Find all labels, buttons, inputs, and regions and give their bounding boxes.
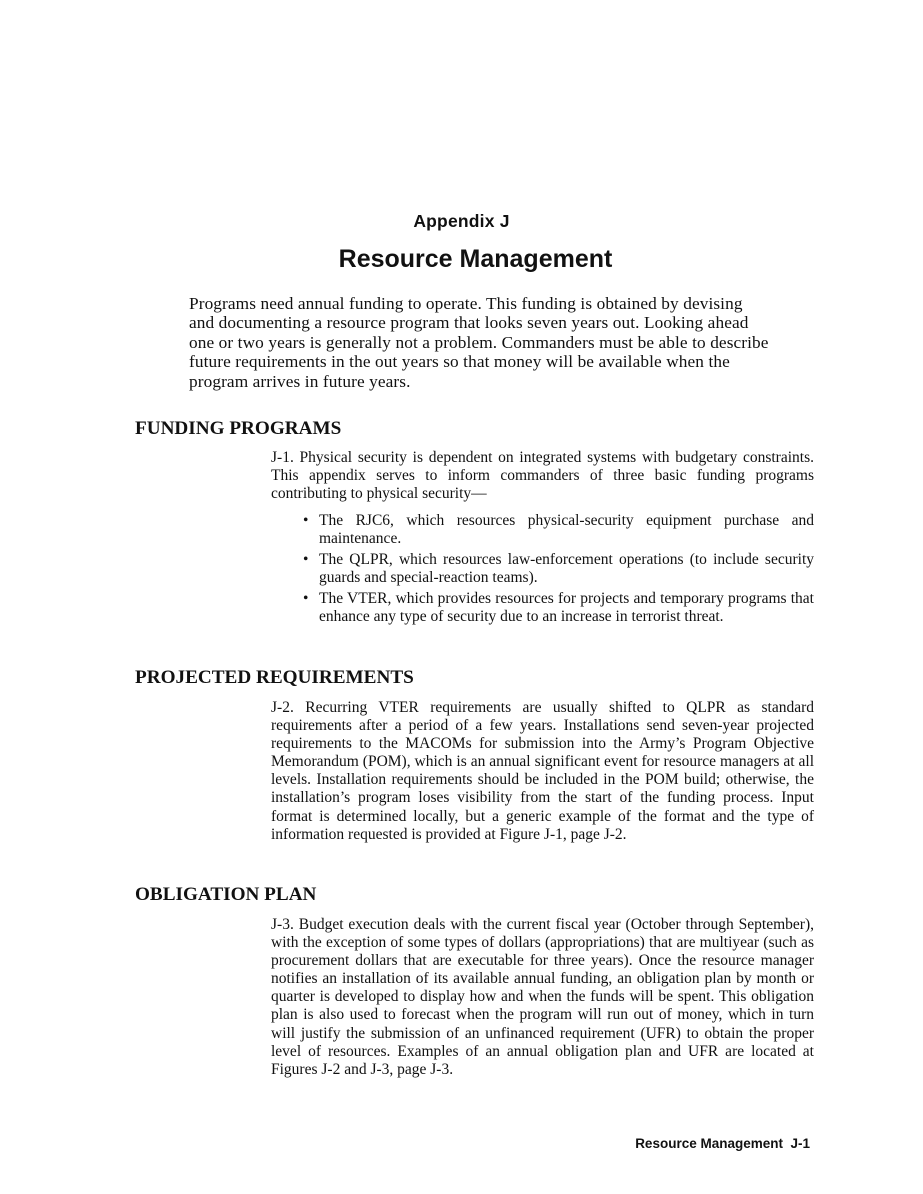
list-item — [303, 590, 814, 626]
paragraph-j-3: J-3. Budget execution deals with the current fiscal year (October through September), with the exception of some types of dollars (appropriations) that are multiyear (such as procurement dollars that are executable for three years). Once the resource manager notifies an installation of its available annual funding, an obligation plan by month or quarter is developed to display how and when the funds will be spent. This obligation plan is also used to forecast when the program will run out of money, which in turn will justify the submission of an unfinanced requirement (UFR) to obtain the proper level of resources. Examples of an annual obligation plan and UFR are located at Figures J-2 and J-3, page J-3. — [271, 916, 814, 1078]
section-heading-obligation-plan: OBLIGATION PLAN — [135, 884, 317, 905]
list-item-text: The VTER, which provides resources for projects and temporary programs that enhance any type of security due to an increase in terrorist threat. — [319, 590, 814, 626]
list-item-text: The RJC6, which resources physical-security equipment purchase and maintenance. — [319, 512, 814, 548]
appendix-label: Appendix J — [413, 211, 510, 231]
page-footer: Resource Management J-1 — [635, 1136, 810, 1151]
list-item — [303, 512, 814, 548]
paragraph-j-1: J-1. Physical security is dependent on integrated systems with budgetary constraints. This appendix serves to inform commanders of three basic funding programs contributing to physical security— — [271, 449, 814, 503]
list-item-text: The QLPR, which resources law-enforcement operations (to include security guards and special-reaction teams). — [319, 551, 814, 587]
bullet-icon: • — [303, 590, 309, 608]
funding-programs-list — [303, 512, 814, 630]
paragraph-j-2: J-2. Recurring VTER requirements are usually shifted to QLPR as standard requirements after a period of a few years. Installations send seven-year projected requirements to the MACOMs for submission into the Army’s Program Objective Memorandum (POM), which is an annual significant event for resource managers at all levels. Installation requirements should be included in the POM build; otherwise, the installation’s program loses visibility from the start of the funding process. Input format is determined locally, but a generic example of the format and the type of information requested is provided at Figure J-1, page J-2. — [271, 699, 814, 843]
list-item — [303, 551, 814, 587]
section-heading-projected-requirements: PROJECTED REQUIREMENTS — [135, 667, 414, 688]
bullet-icon: • — [303, 551, 309, 569]
bullet-icon: • — [303, 512, 309, 529]
page-title: Resource Management — [338, 245, 613, 273]
section-heading-funding-programs: FUNDING PROGRAMS — [135, 418, 342, 439]
intro-paragraph: Programs need annual funding to operate. This funding is obtained by devising and documenting a resource program that looks seven years out. Looking ahead one or two years is generally not a problem. Commanders must be able to describe future requirements in the out years so that money will be available when the program arrives in future years. — [189, 294, 769, 391]
